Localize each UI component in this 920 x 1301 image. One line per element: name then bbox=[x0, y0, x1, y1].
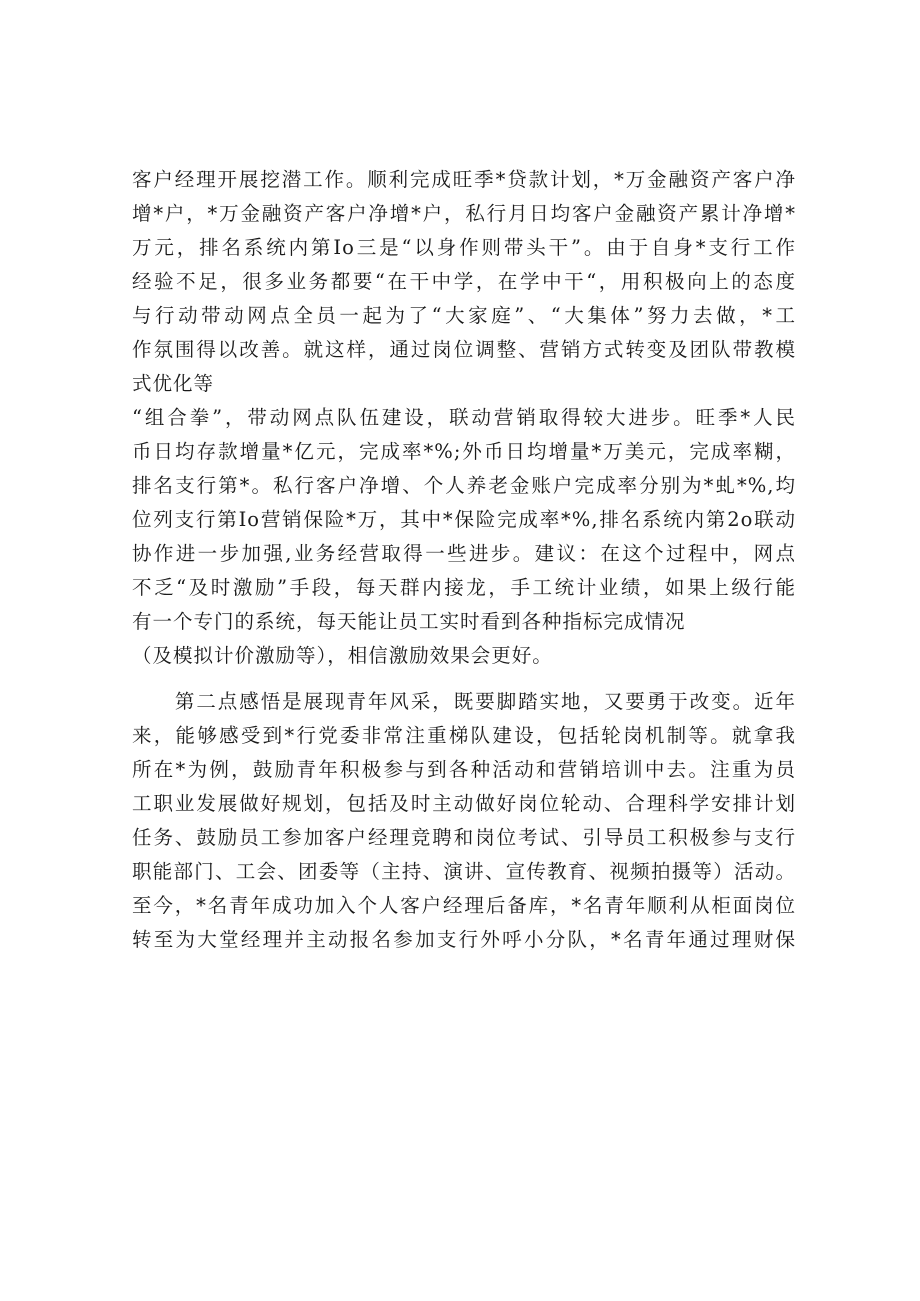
paragraph-1 bbox=[132, 163, 812, 957]
text-line: 所在*为例，鼓励青年积极参与到各种活动和营销培训中去。注重为员 bbox=[132, 758, 796, 781]
text-line: 经验不足，很多业务都要“在干中学，在学中干“，用积极向上的态度 bbox=[132, 270, 796, 293]
text-line: 至今，*名青年成功加入个人客户经理后备库，*名青年顺利从柜面岗位 bbox=[132, 894, 796, 917]
text-line: 与行动带动网点全员一起为了“大家庭”、“大集体”努力去做，*工 bbox=[132, 304, 796, 327]
text-line: 任务、鼓励员工参加客户经理竞聘和岗位考试、引导员工积极参与支行 bbox=[132, 826, 796, 849]
text-line: 位列支行第Io营销保险*万，其中*保险完成率*%,排名系统内第2o联动 bbox=[132, 508, 796, 531]
text-line: 式优化等 bbox=[132, 372, 215, 395]
text-line: “组合拳”，带动网点队伍建设，联动营销取得较大进步。旺季*人民 bbox=[132, 406, 796, 429]
text-line: （及模拟计价激励等），相信激励效果会更好。 bbox=[132, 644, 553, 667]
text-line: 第二点感悟是展现青年风采，既要脚踏实地，又要勇于改变。近年 bbox=[132, 690, 796, 713]
text-line: 客户经理开展挖潜工作。顺利完成旺季*贷款计划，*万金融资产客户净 bbox=[132, 168, 796, 191]
text-line: 来，能够感受到*行党委非常注重梯队建设，包括轮岗机制等。就拿我 bbox=[132, 724, 796, 747]
text-line: 增*户，*万金融资产客户净增*户，私行月日均客户金融资产累计净增* bbox=[132, 202, 796, 225]
text-line: 不乏“及时激励”手段，每天群内接龙，手工统计业绩，如果上级行能 bbox=[132, 576, 796, 599]
text-line: 作氛围得以改善。就这样，通过岗位调整、营销方式转变及团队带教模 bbox=[132, 338, 796, 361]
text-line: 币日均存款增量*亿元，完成率*%;外币日均增量*万美元，完成率糊， bbox=[132, 440, 796, 463]
text-line: 工职业发展做好规划，包括及时主动做好岗位轮动、合理科学安排计划 bbox=[132, 792, 796, 815]
text-line: 转至为大堂经理并主动报名参加支行外呼小分队，*名青年通过理财保 bbox=[132, 928, 796, 951]
text-line: 有一个专门的系统，每天能让员工实时看到各种指标完成情况 bbox=[132, 610, 686, 633]
text-line: 协作进一步加强,业务经营取得一些进步。建议：在这个过程中，网点 bbox=[132, 542, 796, 565]
text-line: 职能部门、工会、团委等（主持、演讲、宣传教育、视频拍摄等）活动。 bbox=[132, 860, 796, 883]
text-line: 排名支行第*。私行客户净增、个人养老金账户完成率分别为*虬*%,均 bbox=[132, 474, 796, 497]
paragraph-gap bbox=[132, 673, 812, 685]
text-line: 万元，排名系统内第Io三是“以身作则带头干”。由于自身*支行工作 bbox=[132, 236, 796, 259]
